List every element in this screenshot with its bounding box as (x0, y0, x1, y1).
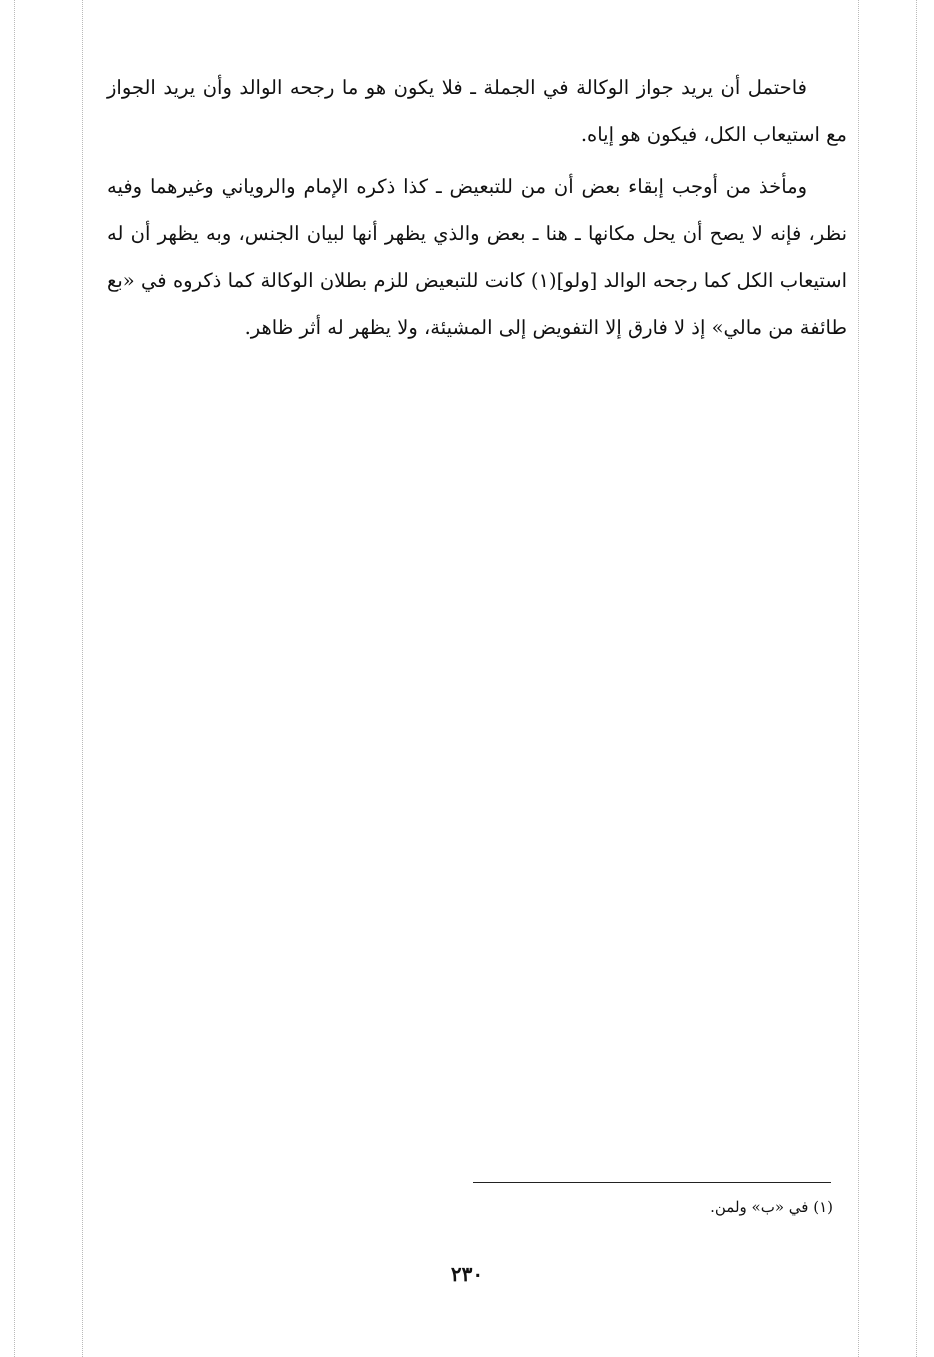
body-text (107, 64, 847, 351)
paragraph: فاحتمل أن يريد جواز الوكالة في الجملة ـ فلا يكون هو ما رجحه الوالد وأن يريد الجواز مع استيعاب الكل، فيكون هو إياه. (107, 76, 847, 146)
scan-margin-line (858, 0, 859, 1357)
footnote: (١) في «ب» ولمن. (710, 1198, 833, 1216)
scan-margin-line (14, 0, 15, 1357)
scan-margin-line (82, 0, 83, 1357)
scan-margin-line (916, 0, 917, 1357)
page-number: ٢٣٠ (450, 1262, 484, 1286)
footnote-divider (473, 1182, 831, 1183)
paragraph: ومأخذ من أوجب إبقاء بعض أن من للتبعيض ـ كذا ذكره الإمام والروياني وغيرهما وفيه نظر، فإنه لا يصح أن يحل مكانها ـ هنا ـ بعض والذي يظهر أنها لبيان الجنس، وبه يظهر أن له استيعاب الكل كما رجحه الوالد [ولو](١) كانت للتبعيض للزم بطلان الوكالة كما ذكروه في «بع طائفة من مالي» إذ لا فارق إلا التفويض إلى المشيئة، ولا يظهر له أثر ظاهر. (107, 175, 847, 339)
